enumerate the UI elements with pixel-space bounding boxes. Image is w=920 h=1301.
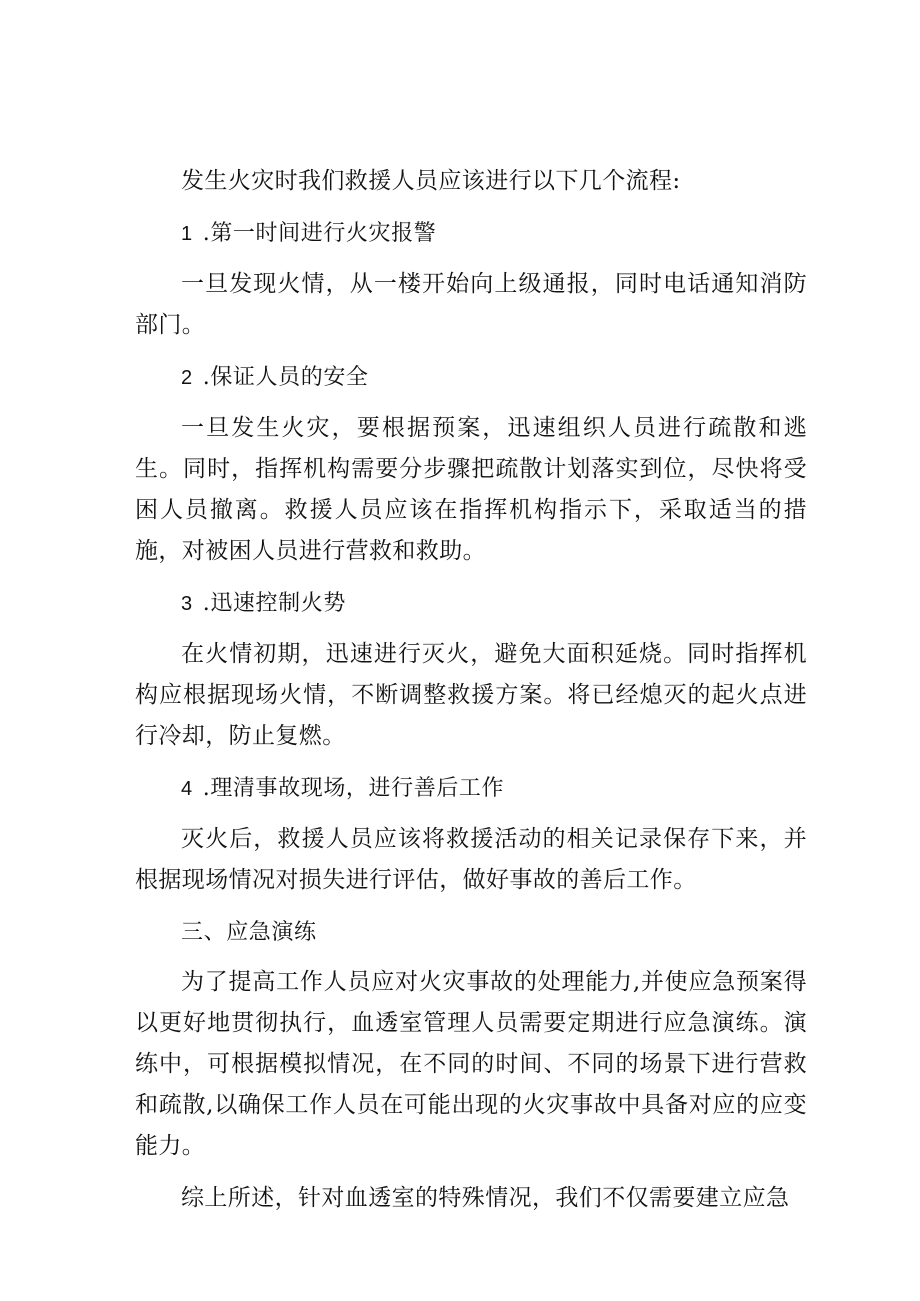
drill-paragraph: 为了提高工作人员应对火灾事故的处理能力,并使应急预案得以更好地贯彻执行，血透室管理人员需要定期进行应急演练。演练中，可根据模拟情况，在不同的时间、不同的场景下进行营救和疏散,以确保工作人员在可能出现的火灾事故中具备对应的应变能力。 [135,969,807,1159]
section-body-4: 灭火后，救援人员应该将救援活动的相关记录保存下来，并根据现场情况对损失进行评估，做好事故的善后工作。 [135,826,807,893]
section-title-3: .迅速控制火势 [202,591,346,616]
section-body-3: 在火情初期，迅速进行灭火，避免大面积延烧。同时指挥机构应根据现场火情，不断调整救援方案。将已经熄灭的起火点进行冷却，防止复燃。 [135,641,807,749]
section-number-3: 3 [181,593,193,615]
section-heading-3 [135,583,807,625]
section-title-1: .第一时间进行火灾报警 [202,221,437,246]
section-body-2: 一旦发生火灾，要根据预案，迅速组织人员进行疏散和逃生。同时，指挥机构需要分步骤把疏散计划落实到位，尽快将受困人员撤离。救援人员应该在指挥机构指示下，采取适当的措施，对被困人员进行营救和救助。 [135,415,807,564]
section-title-4: .理清事故现场，进行善后工作 [202,776,505,801]
summary-paragraph: 综上所述，针对血透室的特殊情况，我们不仅需要建立应急 [181,1185,790,1211]
section-heading-emergency-drill: 三、应急演练 [181,920,317,945]
section-number-2: 2 [181,367,193,389]
document-body [135,161,807,1219]
intro-paragraph: 发生火灾时我们救援人员应该进行以下几个流程: [181,168,681,194]
section-number-1: 1 [181,223,193,245]
section-body-1: 一旦发现火情，从一楼开始向上级通报，同时电话通知消防部门。 [135,271,807,338]
section-heading-2 [135,357,807,399]
section-heading-4 [135,768,807,810]
section-number-4: 4 [181,778,193,800]
section-heading-1 [135,213,807,255]
section-title-2: .保证人员的安全 [202,365,369,390]
